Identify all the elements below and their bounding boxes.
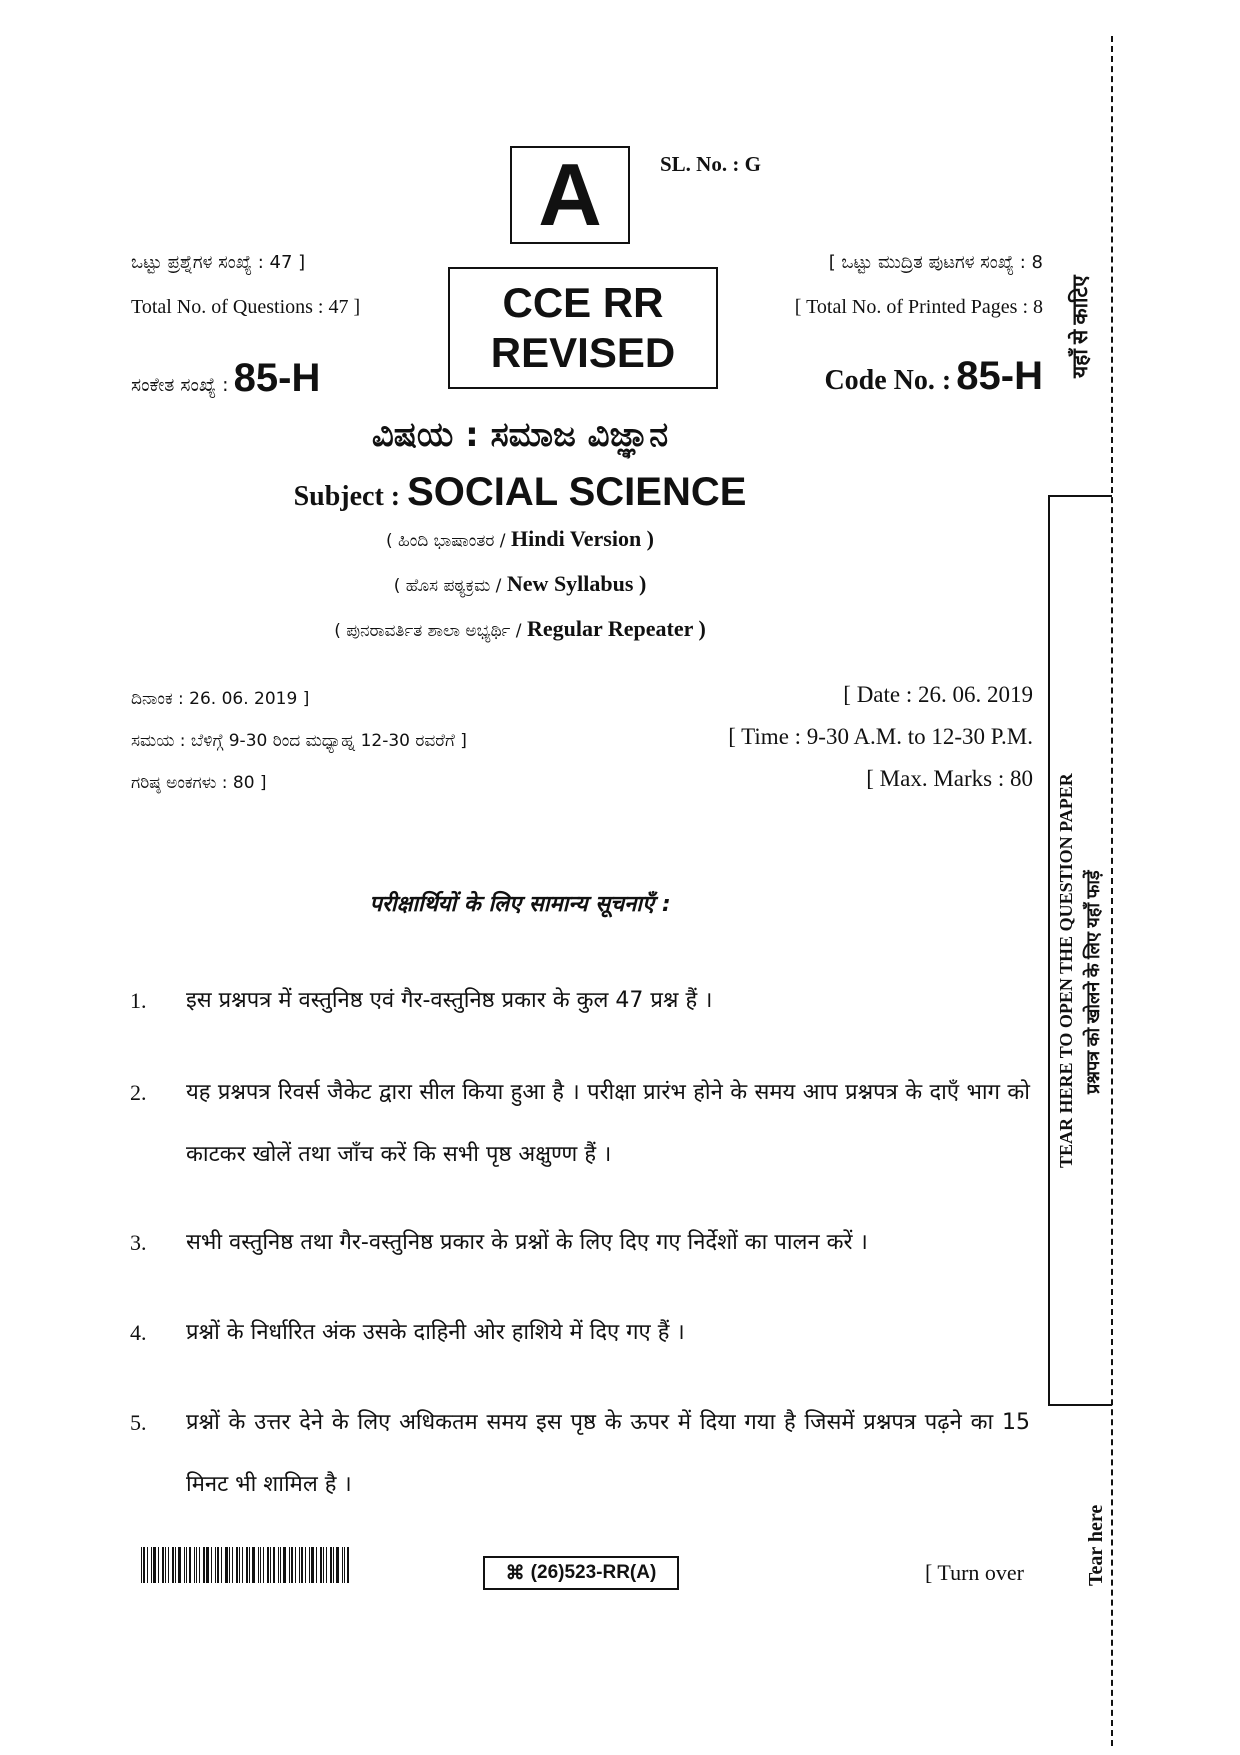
barcode-bar (333, 1547, 334, 1583)
subject-value: SOCIAL SCIENCE (407, 470, 747, 514)
barcode-bar (162, 1547, 164, 1583)
barcode-bar (242, 1547, 243, 1583)
barcode-bar (252, 1547, 255, 1583)
barcode-bar (239, 1547, 240, 1583)
barcode-bar (143, 1547, 145, 1583)
date-kn (131, 684, 309, 710)
barcode-bar (225, 1547, 228, 1583)
instruction-number: 2. (130, 1080, 147, 1105)
code-number-kn (131, 356, 320, 401)
barcode-bar (273, 1547, 275, 1583)
barcode-bar (260, 1547, 261, 1583)
barcode-bar (178, 1547, 181, 1583)
barcode-bar (168, 1547, 169, 1583)
candidate-line (0, 616, 1040, 642)
total-pages-kn: [ ಒಟ್ಟು ಮುದ್ರಿತ ಪುಟಗಳ ಸಂಖ್ಯೆ : 8 (828, 252, 1043, 273)
syllabus-kn: ( ಹೊಸ ಪಠ್ಯಕ್ರಮ / (393, 576, 502, 596)
barcode-bar (203, 1547, 205, 1583)
barcode-bar (278, 1547, 279, 1583)
barcode-bar (153, 1547, 156, 1583)
paper-code-box (483, 1556, 679, 1590)
barcode-bar (211, 1547, 212, 1583)
barcode-bar (305, 1547, 306, 1583)
barcode-bar (184, 1547, 185, 1583)
cut-here-label: यहाँ से काटिए (1068, 275, 1092, 378)
command-icon: ⌘ (505, 1562, 525, 1584)
instruction-item (130, 970, 1030, 1032)
time-en: [ Time : 9-30 A.M. to 12-30 P.M. (728, 724, 1033, 749)
barcode-bar (194, 1547, 195, 1583)
barcode-bar (309, 1547, 310, 1583)
barcode-bar (283, 1547, 286, 1583)
barcode-bar (147, 1547, 148, 1583)
instruction-item (130, 1392, 1030, 1516)
barcode-bar (189, 1547, 191, 1583)
barcode-bar (151, 1547, 152, 1583)
instruction-number: 3. (130, 1230, 147, 1255)
candidate-kn: ( ಪುನರಾವರ್ತಿತ ಶಾಲಾ ಅಭ್ಯರ್ಥಿ / (334, 621, 522, 641)
code-value-kn: 85-H (233, 356, 321, 400)
instruction-item (130, 1302, 1030, 1364)
instruction-number: 4. (130, 1320, 147, 1345)
barcode-bar (289, 1547, 290, 1583)
barcode-bar (347, 1547, 349, 1583)
code-number-en (824, 354, 1043, 399)
marks-kn (131, 768, 267, 794)
barcode-bar (330, 1547, 332, 1583)
instruction-text: इस प्रश्नपत्र में वस्तुनिष्ठ एवं गैर-वस्तुनिष्ठ प्रकार के कुल 47 प्रश्न हैं । (186, 988, 713, 1013)
instruction-text: यह प्रश्नपत्र रिवर्स जैकेट द्वारा सील किया हुआ है । परीक्षा प्रारंभ होने के समय आप प्रश्नपत्र के दाएँ भाग को काटकर खोलें तथा जाँच करें कि सभी पृष्ठ अक्षुण्ण हैं । (186, 1080, 1030, 1167)
marks-kn-text: ಗರಿಷ್ಠ ಅಂಕಗಳು : 80 ] (131, 773, 267, 793)
candidate-en: Regular Repeater ) (526, 616, 706, 641)
marks-en: [ Max. Marks : 80 (866, 766, 1033, 791)
barcode-bar (196, 1547, 197, 1583)
instruction-text: प्रश्नों के उत्तर देने के लिए अधिकतम समय इस पृष्ठ के ऊपर में दिया गया है जिसमें प्रश्नपत्र पढ़ने का 15 मिनट भी शामिल है । (186, 1410, 1030, 1497)
barcode-bar (186, 1547, 187, 1583)
time-kn-text: ಸಮಯ : ಬೆಳಿಗ್ಗೆ 9-30 ರಿಂದ ಮಧ್ಯಾಹ್ನ 12-30 ರವರೆಗೆ ] (131, 731, 467, 751)
barcode-bar (206, 1547, 209, 1583)
barcode-bar (217, 1547, 219, 1583)
barcode-bar (291, 1547, 293, 1583)
total-questions-kn: ಒಟ್ಟು ಪ್ರಶ್ನೆಗಳ ಸಂಖ್ಯೆ : 47 ] (131, 252, 306, 273)
instruction-text: सभी वस्तुनिष्ठ तथा गैर-वस्तुनिष्ठ प्रकार के प्रश्नों के लिए दिए गए निर्देशों का पालन करें । (186, 1230, 868, 1255)
barcode-bar (342, 1547, 343, 1583)
barcode-bar (280, 1547, 281, 1583)
barcode-bar (344, 1547, 345, 1583)
barcode-bar (165, 1547, 166, 1583)
barcode-bar (299, 1547, 300, 1583)
barcode-bar (336, 1547, 339, 1583)
syllabus-en: New Syllabus ) (506, 571, 647, 596)
total-questions-en: Total No. of Questions : 47 ] (131, 296, 361, 318)
barcode-bar (246, 1547, 248, 1583)
time-kn (131, 726, 467, 752)
barcode-bar (323, 1547, 324, 1583)
instruction-item (130, 1212, 1030, 1274)
barcode-bar (175, 1547, 176, 1583)
tear-open-hindi: प्रश्नपत्र को खोलने के लिए यहाँ फाड़ें (1083, 870, 1103, 1094)
exam-type-line1: CCE RR (502, 278, 664, 326)
version-kn: ( ಹಿಂದಿ ಭಾಷಾಂತರ / (385, 531, 506, 551)
version-en: Hindi Version ) (510, 526, 655, 551)
instruction-number: 5. (130, 1410, 147, 1435)
instruction-item (130, 1062, 1030, 1186)
barcode-bar (258, 1547, 259, 1583)
subject-kannada: ವಿಷಯ : ಸಮಾಜ ವಿಜ್ಞಾನ (371, 415, 669, 455)
version-line (0, 526, 1040, 552)
paper-set-box: A (510, 146, 630, 244)
instructions-title: परीक्षार्थियों के लिए सामान्य सूचनाएँ : (369, 892, 671, 917)
barcode-bar (221, 1547, 222, 1583)
barcode-bar (295, 1547, 296, 1583)
tear-open-english: TEAR HERE TO OPEN THE QUESTION PAPER (1056, 773, 1076, 1169)
barcode-bar (316, 1547, 317, 1583)
barcode-bar (229, 1547, 230, 1583)
syllabus-line (0, 571, 1040, 597)
total-pages-en: [ Total No. of Printed Pages : 8 (794, 296, 1043, 318)
barcode-bar (158, 1547, 159, 1583)
exam-type-line2: REVISED (490, 329, 676, 376)
barcode (141, 1547, 387, 1583)
date-en: [ Date : 26. 06. 2019 (843, 682, 1033, 707)
date-kn-text: ದಿನಾಂಕ : 26. 06. 2019 ] (131, 689, 310, 709)
exam-type-box (448, 267, 718, 389)
barcode-bar (249, 1547, 250, 1583)
instruction-text: प्रश्नों के निर्धारित अंक उसके दाहिनी ओर हाशिये में दिए गए हैं । (186, 1320, 685, 1345)
barcode-bar (326, 1547, 327, 1583)
code-label-en: Code No. : (824, 365, 952, 396)
barcode-bar (236, 1547, 238, 1583)
barcode-bar (199, 1547, 200, 1583)
barcode-bar (172, 1547, 174, 1583)
barcode-bar (301, 1547, 303, 1583)
code-label-kn: ಸಂಕೇತ ಸಂಖ್ಯೆ : (131, 374, 229, 396)
instruction-number: 1. (130, 988, 147, 1013)
barcode-bar (232, 1547, 233, 1583)
barcode-bar (215, 1547, 216, 1583)
code-value-en: 85-H (956, 354, 1043, 398)
subject-label: Subject : (293, 481, 401, 512)
turn-over: [ Turn over (925, 1560, 1025, 1585)
subject-english (0, 470, 1040, 515)
barcode-bar (267, 1547, 269, 1583)
paper-code: (26)523-RR(A) (530, 1562, 657, 1583)
barcode-bar (141, 1547, 142, 1583)
serial-number: SL. No. : G (660, 152, 761, 176)
barcode-bar (320, 1547, 322, 1583)
barcode-bar (270, 1547, 271, 1583)
tear-here-label: Tear here (1085, 1504, 1107, 1586)
barcode-bar (263, 1547, 264, 1583)
barcode-bar (311, 1547, 314, 1583)
